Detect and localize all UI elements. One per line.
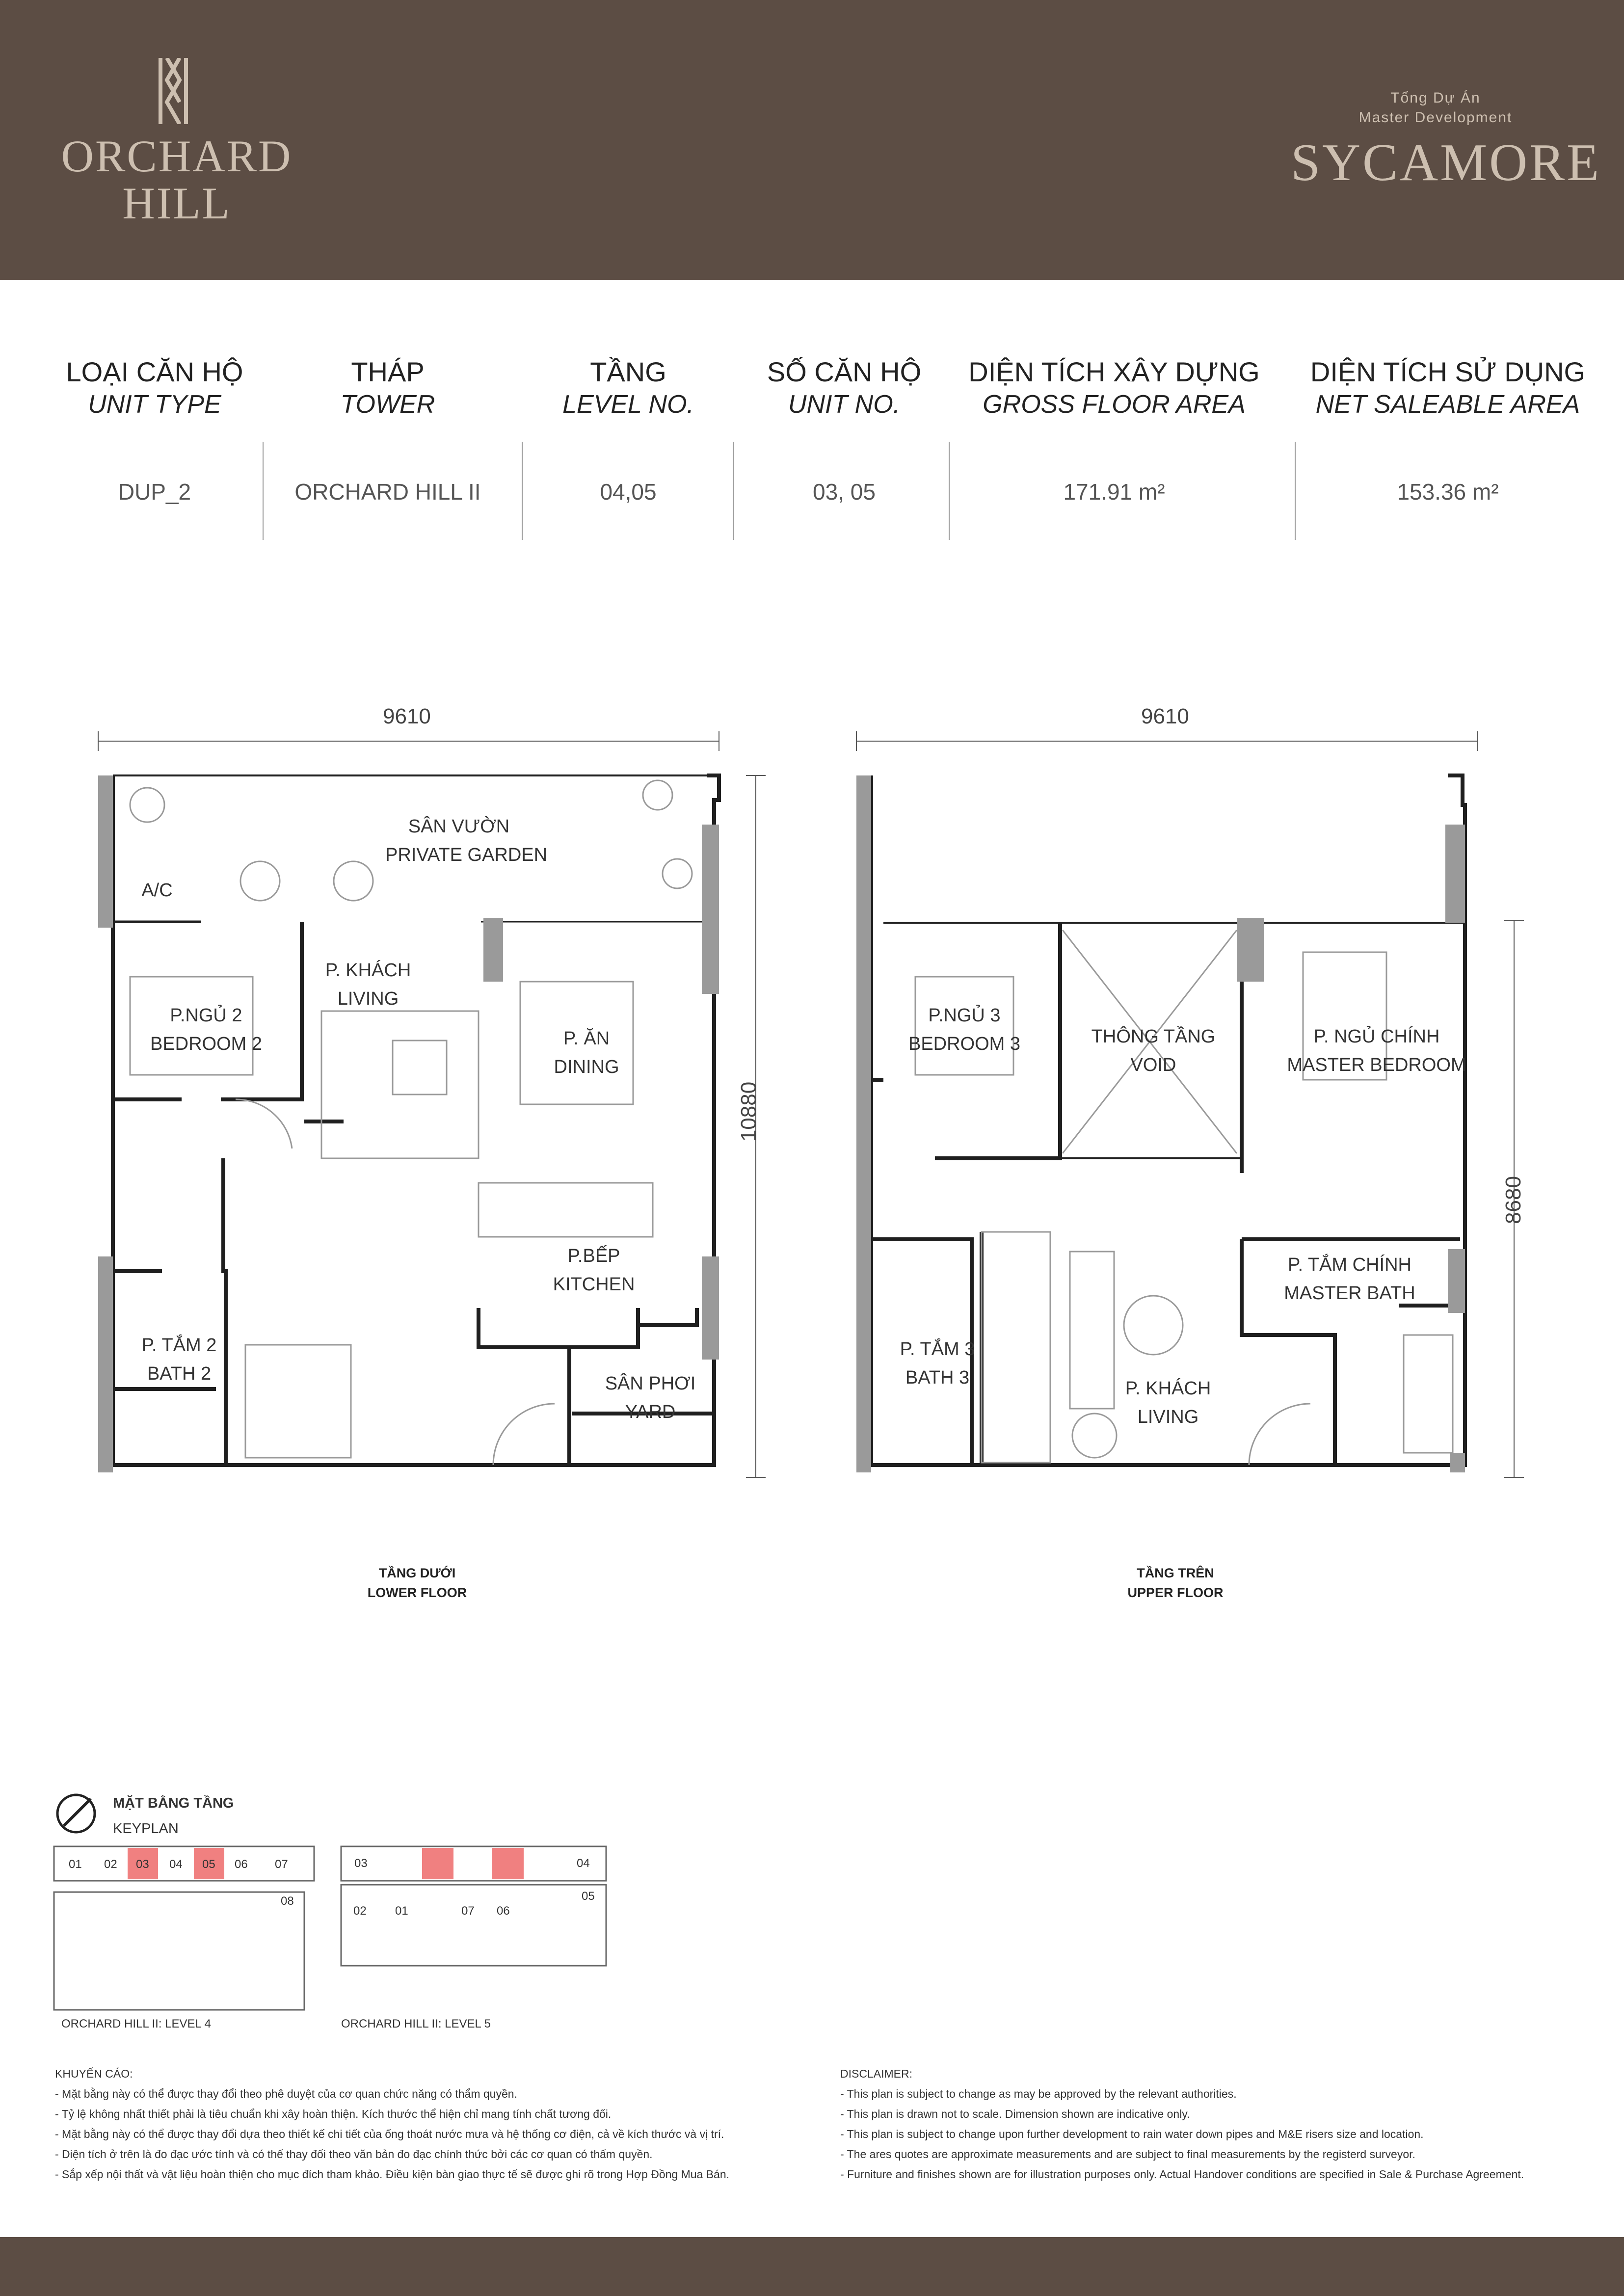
notes-vi-line: - Mặt bằng này có thể được thay đổi dựa theo thiết kế chi tiết của ống thoát nước mưa và hệ thống cơ điện, cả về kích thước và vị trí.: [55, 2128, 724, 2140]
kp5-unit: 06: [497, 1904, 510, 1918]
keyplan-highlights: [128, 1848, 524, 1879]
upper-caption-en: UPPER FLOOR: [1127, 1585, 1224, 1600]
room-kitchen: P.BẾP KITCHEN: [553, 1246, 635, 1295]
logo-line2: HILL: [122, 178, 231, 228]
logo-line1: ORCHARD: [61, 131, 293, 181]
info-en: TOWER: [340, 390, 435, 419]
lower-caption-en: LOWER FLOOR: [367, 1585, 467, 1600]
notes-vi: [55, 2064, 816, 2185]
room-yard: SÂN PHƠI YARD: [605, 1373, 696, 1422]
info-en: LEVEL NO.: [562, 390, 694, 419]
info-vi: SỐ CĂN HỘ: [767, 356, 922, 387]
info-en: UNIT TYPE: [88, 390, 221, 419]
keyplan-title-en: KEYPLAN: [113, 1821, 179, 1837]
kp5-unit: 02: [353, 1904, 367, 1918]
info-vi: THÁP: [351, 356, 425, 387]
upper-caption-vi: TẦNG TRÊN: [1137, 1566, 1214, 1580]
keyplan-title-vi: MẶT BẰNG TẦNG: [113, 1795, 234, 1811]
room-masterbath: P. TẮM CHÍNH MASTER BATH: [1284, 1255, 1415, 1304]
info-en: GROSS FLOOR AREA: [983, 390, 1246, 419]
room-garden: SÂN VƯỜN PRIVATE GARDEN: [385, 816, 548, 865]
kp4-unit: 05: [202, 1858, 215, 1871]
room-dining: P. ĂN DINING: [554, 1028, 619, 1077]
upper-width-dim: 9610: [1141, 704, 1189, 728]
notes-vi-line: - Diện tích ở trên là đo đạc ước tính và có thể thay đổi theo văn bản đo đạc chính thức bởi các cơ quan có thẩm quyền.: [55, 2148, 653, 2161]
kp5-unit: 05: [582, 1890, 595, 1903]
room-master: P. NGỦ CHÍNH MASTER BEDROOM: [1287, 1026, 1466, 1075]
notes-vi-line: - Tỷ lệ không nhất thiết phải là tiêu chuẩn khi xây hoàn thiện. Kích thước thể hiện chỉ mang tính chất tương đối.: [55, 2108, 612, 2120]
info-value: 04,05: [600, 479, 657, 505]
notes-en-line: - This plan is subject to change upon further development to rain water down pipes and M&E risers size and location.: [840, 2128, 1424, 2140]
info-vi: DIỆN TÍCH XÂY DỰNG: [968, 356, 1260, 387]
room-void: THÔNG TẦNG VOID: [1091, 1026, 1216, 1075]
kp4-unit: 07: [275, 1858, 288, 1871]
room-living-lower: P. KHÁCH LIVING: [325, 960, 411, 1009]
sycamore-small1: Tổng Dự Án: [1390, 90, 1481, 106]
notes-en-line: - The ares quotes are approximate measurements and are subject to final measurements by the registerd surveyor.: [840, 2148, 1415, 2161]
info-value: 171.91 m²: [1063, 479, 1165, 505]
info-value: ORCHARD HILL II: [294, 479, 481, 505]
notes-en-title: DISCLAIMER:: [840, 2067, 912, 2080]
keyplan-level5-caption: ORCHARD HILL II: LEVEL 5: [341, 2017, 491, 2030]
info-vi: DIỆN TÍCH SỬ DỤNG: [1310, 356, 1586, 387]
info-vi: TẦNG: [590, 356, 666, 387]
kp5-unit: 01: [395, 1904, 408, 1918]
info-vi: LOẠI CĂN HỘ: [66, 356, 243, 387]
info-value: 153.36 m²: [1397, 479, 1499, 505]
sycamore-small2: Master Development: [1358, 109, 1513, 126]
info-value: 03, 05: [813, 479, 876, 505]
notes-vi-line: - Mặt bằng này có thể được thay đổi theo phê duyệt của cơ quan chức năng có thẩm quyền.: [55, 2087, 517, 2100]
kp5-unit: 03: [354, 1857, 368, 1870]
kp5-unit: 04: [577, 1857, 590, 1870]
kp5-unit: 07: [461, 1904, 475, 1918]
kp4-unit: 04: [169, 1858, 183, 1871]
kp4-unit: 08: [281, 1895, 294, 1908]
upper-floor-caption: [1102, 1563, 1249, 1602]
room-bedroom2: P.NGỦ 2 BEDROOM 2: [150, 1005, 263, 1054]
sycamore-logo: SYCAMORE: [1291, 133, 1601, 192]
notes-en-line: - Furniture and finishes shown are for illustration purposes only. Actual Handover conditions are specified in Sale & Purchase Agreement.: [840, 2168, 1524, 2181]
info-en: NET SALEABLE AREA: [1315, 390, 1580, 419]
lower-width-dim: 9610: [383, 704, 431, 728]
info-en: UNIT NO.: [788, 390, 901, 419]
notes-vi-line: - Sắp xếp nội thất và vật liệu hoàn thiện cho mục đích tham khảo. Điều kiện bàn giao thực tế sẽ được ghi rõ trong Hợp Đồng Mua Bán.: [55, 2168, 730, 2181]
lower-floor-caption: [344, 1563, 491, 1602]
lower-caption-vi: TẦNG DƯỚI: [378, 1566, 456, 1580]
footer-band: [0, 2237, 1624, 2296]
lower-height-dim: 10880: [737, 1081, 761, 1142]
notes-en: [840, 2064, 1606, 2185]
notes-en-line: - This plan is drawn not to scale. Dimension shown are indicative only.: [840, 2108, 1190, 2120]
keyplan-level4-caption: ORCHARD HILL II: LEVEL 4: [61, 2017, 211, 2030]
room-bath2: P. TẮM 2 BATH 2: [141, 1335, 217, 1384]
room-living-upper: P. KHÁCH LIVING: [1125, 1378, 1211, 1427]
info-value: DUP_2: [118, 479, 191, 505]
room-ac: A/C: [141, 880, 173, 901]
kp4-unit: 01: [69, 1858, 82, 1871]
notes-vi-title: KHUYẾN CÁO:: [55, 2067, 133, 2080]
upper-height-dim: 8680: [1501, 1176, 1525, 1224]
kp4-unit: 02: [104, 1858, 117, 1871]
notes-en-line: - This plan is subject to change as may be approved by the relevant authorities.: [840, 2087, 1237, 2100]
kp4-unit: 06: [235, 1858, 248, 1871]
room-bath3: P. TẮM 3 BATH 3: [900, 1339, 975, 1388]
room-bedroom3: P.NGỦ 3 BEDROOM 3: [908, 1005, 1021, 1054]
kp4-unit: 03: [136, 1858, 149, 1871]
